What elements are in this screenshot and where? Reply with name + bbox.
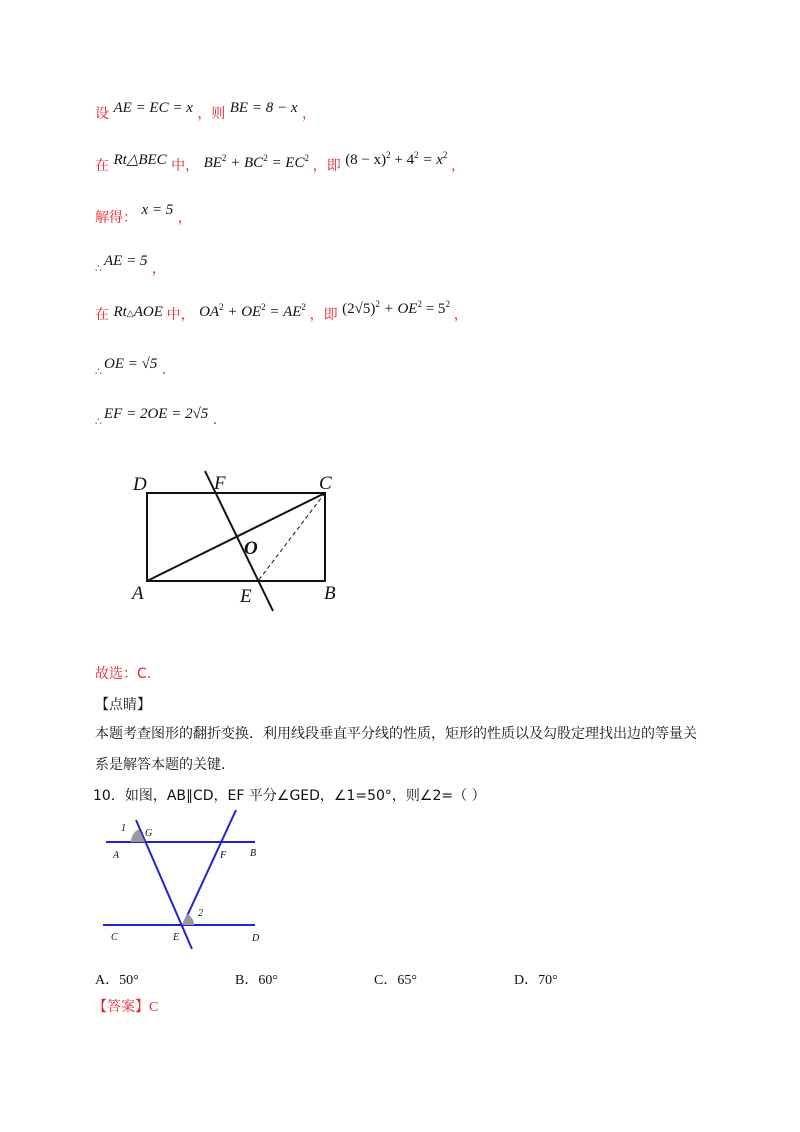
comment-line-1: 本题考查图形的翻折变换．利用线段垂直平分线的性质，矩形的性质以及勾股定理找出边的等量关 [95,726,697,742]
exp: 2 [445,299,450,309]
option-value: 50° [119,973,139,988]
exp: 2 [386,150,391,160]
therefore-symbol: ∴ [95,415,102,428]
text-then: ，则 [197,106,226,122]
exp: 2 [442,150,448,160]
line-ge [136,820,192,949]
term-oe: + OE [379,301,418,317]
solution-line-5 [95,299,468,326]
solution-line-2 [95,150,466,176]
exp: 2 [375,299,380,309]
option-b[interactable] [235,969,278,989]
option-value: 70° [538,973,558,988]
exp: 2 [414,150,419,160]
term-be: BE [203,155,222,171]
math-ef: EF = 2OE = 2√5 [104,406,209,422]
math-rt-bec: Rt△BEC [113,152,167,168]
option-value: 65° [397,973,417,988]
option-a[interactable] [95,969,139,989]
term-aoe: AOE [133,304,163,320]
period: ． [161,362,176,378]
term-5: = 5 [421,301,446,317]
text-middle: 中， [171,158,200,174]
comma: ， [453,307,468,323]
question-10-text: 10．如图，AB∥CD，EF 平分∠GED，∠1=50°，则∠2=（ ） [93,788,486,804]
answer-label: 【答案】 [93,999,149,1015]
label-d2: D [252,933,260,944]
label-a: A [132,583,144,604]
comment-line-2: 系是解答本题的关键． [95,757,235,773]
answer-value: C [149,1000,159,1015]
term-rt: Rt [113,304,127,320]
text-in: 在 [95,158,109,174]
text-set: 设 [95,106,109,122]
label-a2: A [113,850,120,861]
label-c: C [319,473,332,494]
term-oa: OA [199,304,220,320]
option-letter: D． [514,973,539,988]
label-b2: B [250,848,257,859]
parallel-lines-figure [98,806,278,954]
math-oe-sqrt5: OE = √5 [104,356,158,372]
term-x: = x [418,152,443,168]
label-e2: E [173,932,180,943]
comma: ， [451,158,466,174]
term-4: + 4 [390,152,415,168]
exp: 2 [261,302,266,312]
label-o: O [244,538,258,559]
text-in: 在 [95,307,109,323]
solution-line-6 [95,354,176,378]
term-oe: + OE [223,304,262,320]
exp: 2 [221,153,227,163]
segment-ce-dashed [258,493,325,581]
term-ae: = AE [265,304,302,320]
label-e: E [240,586,252,607]
math-pythagoras-aoe [199,304,310,320]
comma: ， [301,106,316,122]
math-pythagoras-bec [204,155,313,171]
math-rt-aoe [113,304,166,320]
term-8-minus-x: (8 − x) [345,152,387,168]
triangle-symbol: △ [126,308,134,318]
text-middle: 中， [166,307,195,323]
term-bc: + BC [226,155,264,171]
answer-line [93,997,158,1018]
rectangle-fold-figure [120,468,380,628]
solution-line-4 [95,251,166,277]
option-c[interactable] [374,969,417,989]
math-ae-5: AE = 5 [104,253,148,269]
exp: 2 [219,302,224,312]
label-angle-2: 2 [198,908,203,919]
option-d[interactable] [514,969,558,989]
text-solve: 解得： [95,210,137,226]
comma: ， [177,210,192,226]
exp: 2 [301,302,306,312]
label-b: B [324,583,336,604]
label-g: G [145,828,153,839]
comma: ， [151,261,166,277]
label-c2: C [111,932,118,943]
option-letter: C． [374,973,398,988]
solution-line-7 [95,404,227,428]
label-f2: F [220,850,227,861]
solution-line-1 [95,100,316,124]
line-ef [182,810,236,927]
term-ec: = EC [267,155,305,171]
label-d: D [133,474,147,495]
choice-line: 故选：C． [95,666,161,682]
exp: 2 [304,153,309,163]
math-equation [345,152,451,168]
therefore-symbol: ∴ [95,262,102,275]
term-2sqrt5: (2√5) [342,301,376,317]
period: ． [212,412,227,428]
text-namely: ，即 [309,307,338,323]
label-angle-1: 1 [121,823,126,834]
option-letter: A． [95,973,120,988]
solution-line-3 [95,202,192,228]
math-equation-2 [342,301,454,317]
option-letter: B． [235,973,259,988]
exp: 2 [417,299,422,309]
exp: 2 [263,153,268,163]
math-be: BE = 8 − x [229,100,298,116]
option-value: 60° [258,973,278,988]
comment-heading: 【点睛】 [95,697,151,713]
text-namely: ，即 [312,158,341,174]
label-f: F [214,473,226,494]
angle-2-marker [182,914,194,925]
therefore-symbol: ∴ [95,365,102,378]
math-ae-ec-x: AE = EC = x [113,100,193,116]
math-x-5: x = 5 [141,202,174,218]
